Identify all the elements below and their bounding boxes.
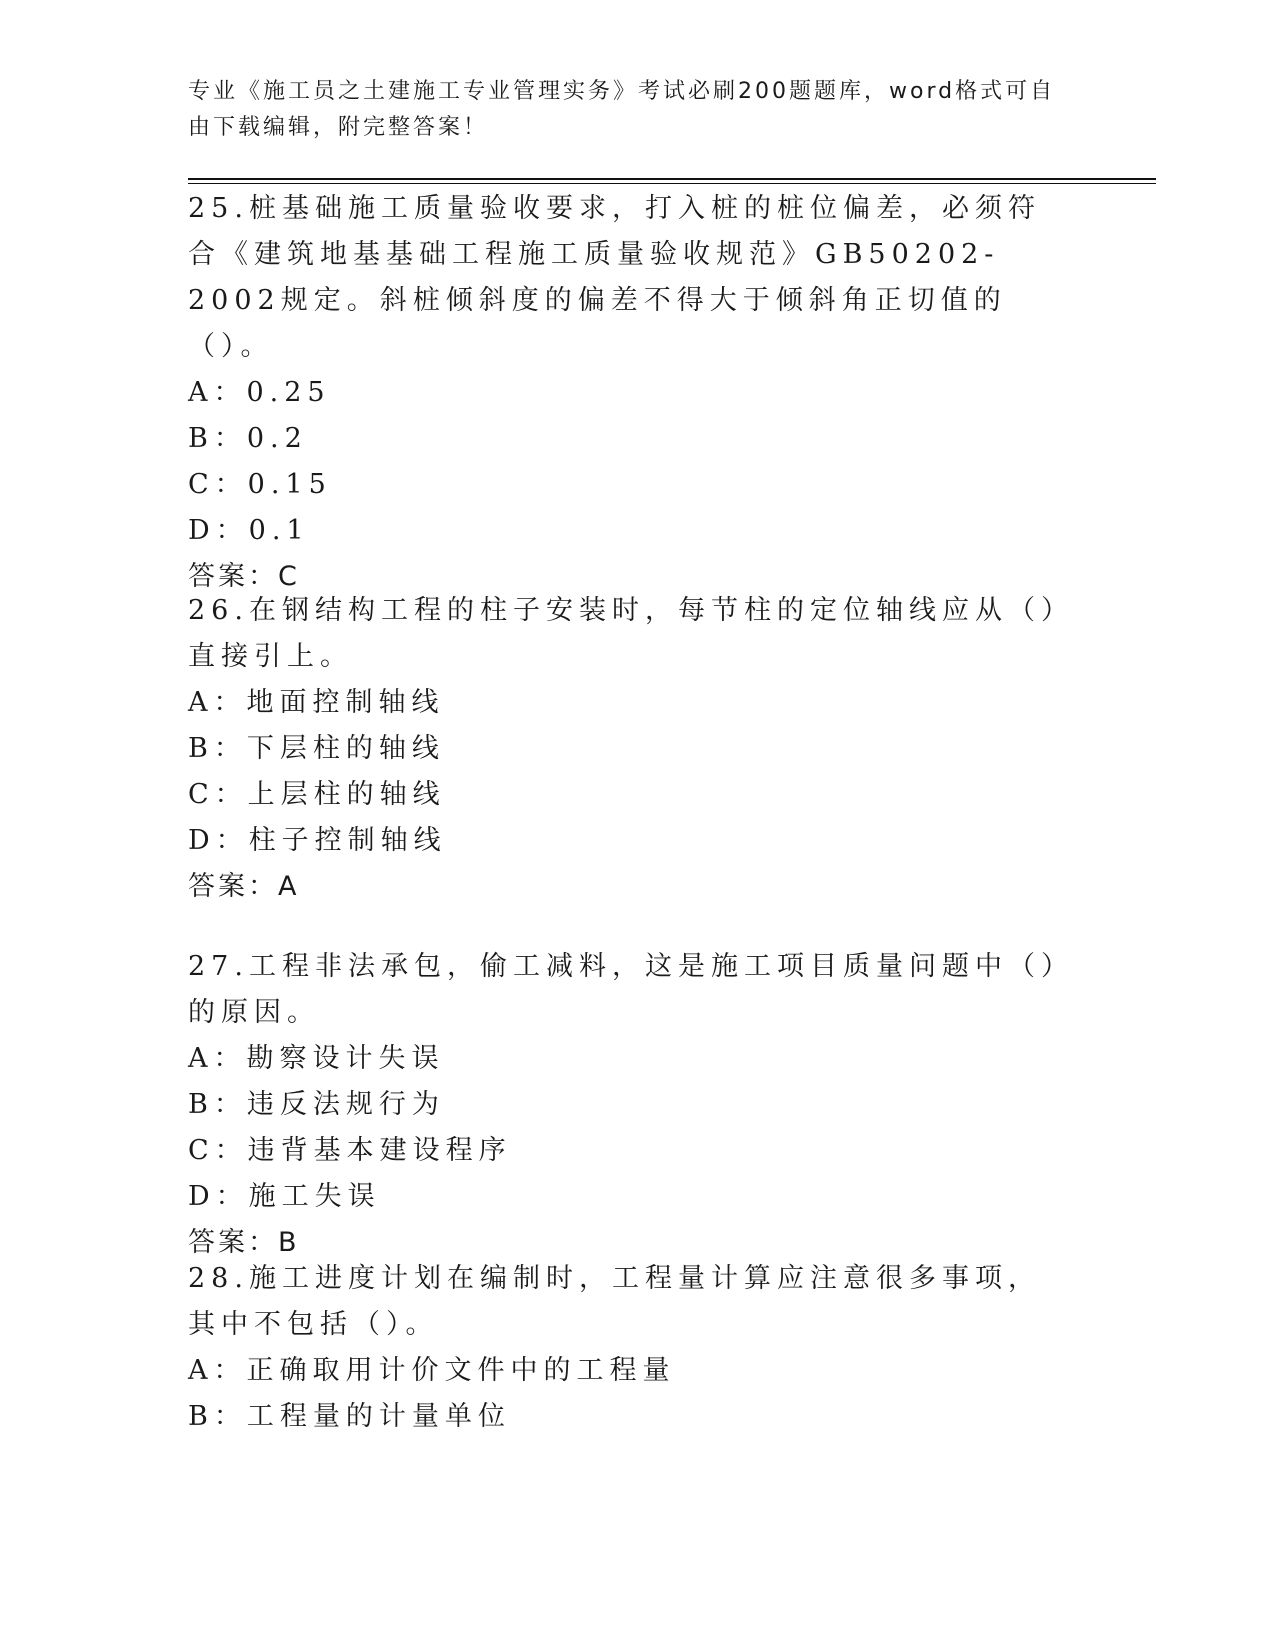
option-b: B：工程量的计量单位 xyxy=(188,1401,511,1432)
option-a: A：勘察设计失误 xyxy=(188,1043,445,1074)
option-c: C：违背基本建设程序 xyxy=(188,1135,512,1166)
option-b: B：0.2 xyxy=(188,423,308,454)
option-a: A：0.25 xyxy=(188,377,331,408)
option-b: B：下层柱的轴线 xyxy=(188,733,445,764)
header-divider-thin xyxy=(188,183,1156,184)
option-d: D：0.1 xyxy=(188,515,310,546)
option-d: D：施工失误 xyxy=(188,1181,381,1212)
header-divider-thick xyxy=(188,178,1156,180)
option-c: C：0.15 xyxy=(188,469,332,500)
question-25 xyxy=(188,186,1068,600)
question-26 xyxy=(188,588,1068,910)
document-header: 专业《施工员之土建施工专业管理实务》考试必刷200题题库，word格式可自由下载编辑，附完整答案！ xyxy=(188,79,1056,140)
option-b: B：违反法规行为 xyxy=(188,1089,445,1120)
option-a: A：地面控制轴线 xyxy=(188,687,445,718)
answer: 答案：C xyxy=(188,561,300,592)
question-stem: 25.桩基础施工质量验收要求，打入桩的桩位偏差，必须符合《建筑地基基础工程施工质量验收规范》GB50202-2002规定。斜桩倾斜度的偏差不得大于倾斜角正切值的（）。 xyxy=(188,193,1041,362)
option-d: D：柱子控制轴线 xyxy=(188,825,447,856)
option-a: A：正确取用计价文件中的工程量 xyxy=(188,1355,676,1386)
option-c: C：上层柱的轴线 xyxy=(188,779,446,810)
question-stem: 28.施工进度计划在编制时，工程量计算应注意很多事项，其中不包括（）。 xyxy=(188,1263,1041,1340)
question-28 xyxy=(188,1256,1068,1440)
answer: 答案：A xyxy=(188,871,300,902)
question-27 xyxy=(188,944,1068,1266)
question-stem: 27.工程非法承包，偷工减料，这是施工项目质量问题中（）的原因。 xyxy=(188,951,1061,1028)
question-stem: 26.在钢结构工程的柱子安装时，每节柱的定位轴线应从（）直接引上。 xyxy=(188,595,1061,672)
answer: 答案：B xyxy=(188,1227,300,1258)
